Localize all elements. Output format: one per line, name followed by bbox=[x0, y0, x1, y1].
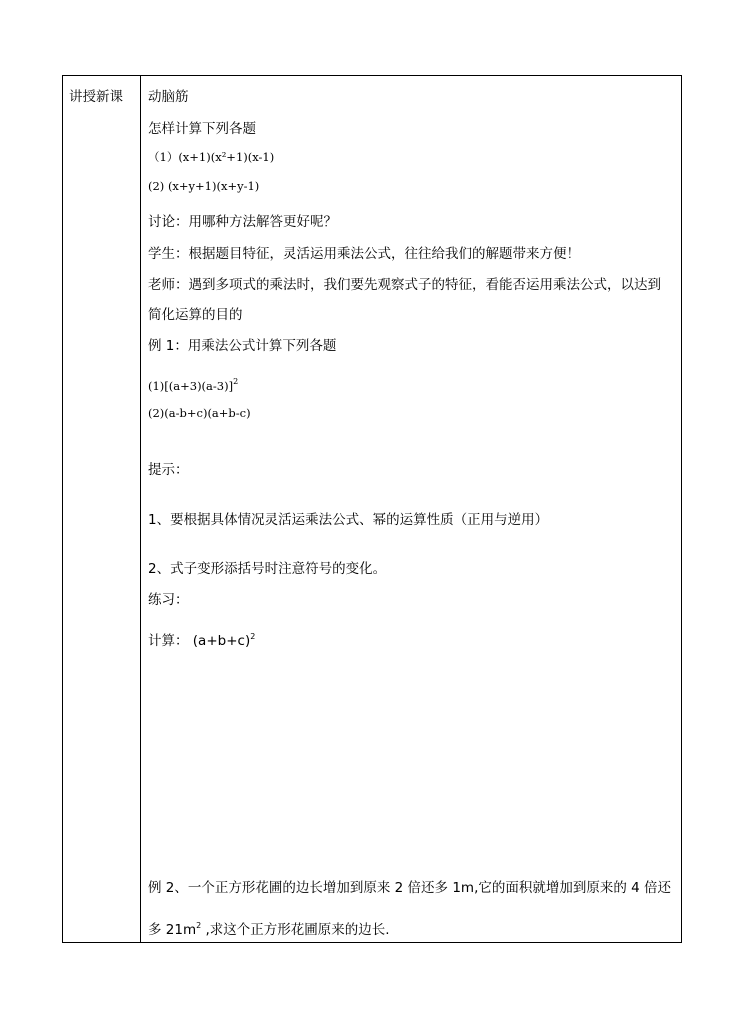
discussion-text: 讨论：用哪种方法解答更好呢？ bbox=[148, 214, 337, 230]
example-2-line-1: 例 2、一个正方形花圃的边长增加到原来 2 倍还多 1m,它的面积就增加到原来的 4 倍还 bbox=[148, 880, 672, 896]
example-2-line-2-text-b: ,求这个正方形花圃原来的边长. bbox=[201, 922, 390, 938]
lesson-table bbox=[62, 75, 682, 943]
example-1-item-1 bbox=[148, 377, 238, 393]
example-1-item-1-exponent: 2 bbox=[233, 377, 239, 386]
practice-calc-text: 计算： (a+b+c) bbox=[148, 633, 251, 649]
student-text: 学生：根据题目特征，灵活运用乘法公式，往往给我们的解题带来方便！ bbox=[148, 246, 580, 262]
column-divider bbox=[140, 76, 141, 942]
hint-2: 2、式子变形添括号时注意符号的变化。 bbox=[148, 561, 387, 577]
example-1-item-2: (2)(a-b+c)(a+b-c) bbox=[148, 406, 251, 420]
hint-title: 提示： bbox=[148, 462, 189, 478]
problem-2: (2) (x+y+1)(x+y-1) bbox=[148, 179, 260, 193]
example-1-item-1-text: (1)[(a+3)(a-3)] bbox=[148, 379, 234, 393]
practice-title: 练习： bbox=[148, 592, 189, 608]
example-2-exponent: 2 bbox=[196, 921, 202, 930]
teacher-text-2: 简化运算的目的 bbox=[148, 307, 243, 323]
section-label: 讲授新课 bbox=[69, 89, 123, 105]
heading: 动脑筋 bbox=[148, 89, 189, 105]
practice-calc-exponent: 2 bbox=[250, 632, 256, 641]
hint-1: 1、要根据具体情况灵活运乘法公式、幂的运算性质（正用与逆用） bbox=[148, 512, 549, 528]
problem-1: （1）(x+1)(x²+1)(x-1) bbox=[148, 150, 275, 164]
example-2-line-2-text-a: 多 21m bbox=[148, 922, 197, 938]
example-1-title: 例 1：用乘法公式计算下列各题 bbox=[148, 338, 337, 354]
teacher-text-1: 老师：遇到多项式的乘法时，我们要先观察式子的特征，看能否运用乘法公式，以达到 bbox=[148, 277, 661, 293]
intro-text: 怎样计算下列各题 bbox=[148, 121, 256, 137]
example-2-line-2 bbox=[148, 918, 390, 938]
practice-calc bbox=[148, 629, 255, 649]
